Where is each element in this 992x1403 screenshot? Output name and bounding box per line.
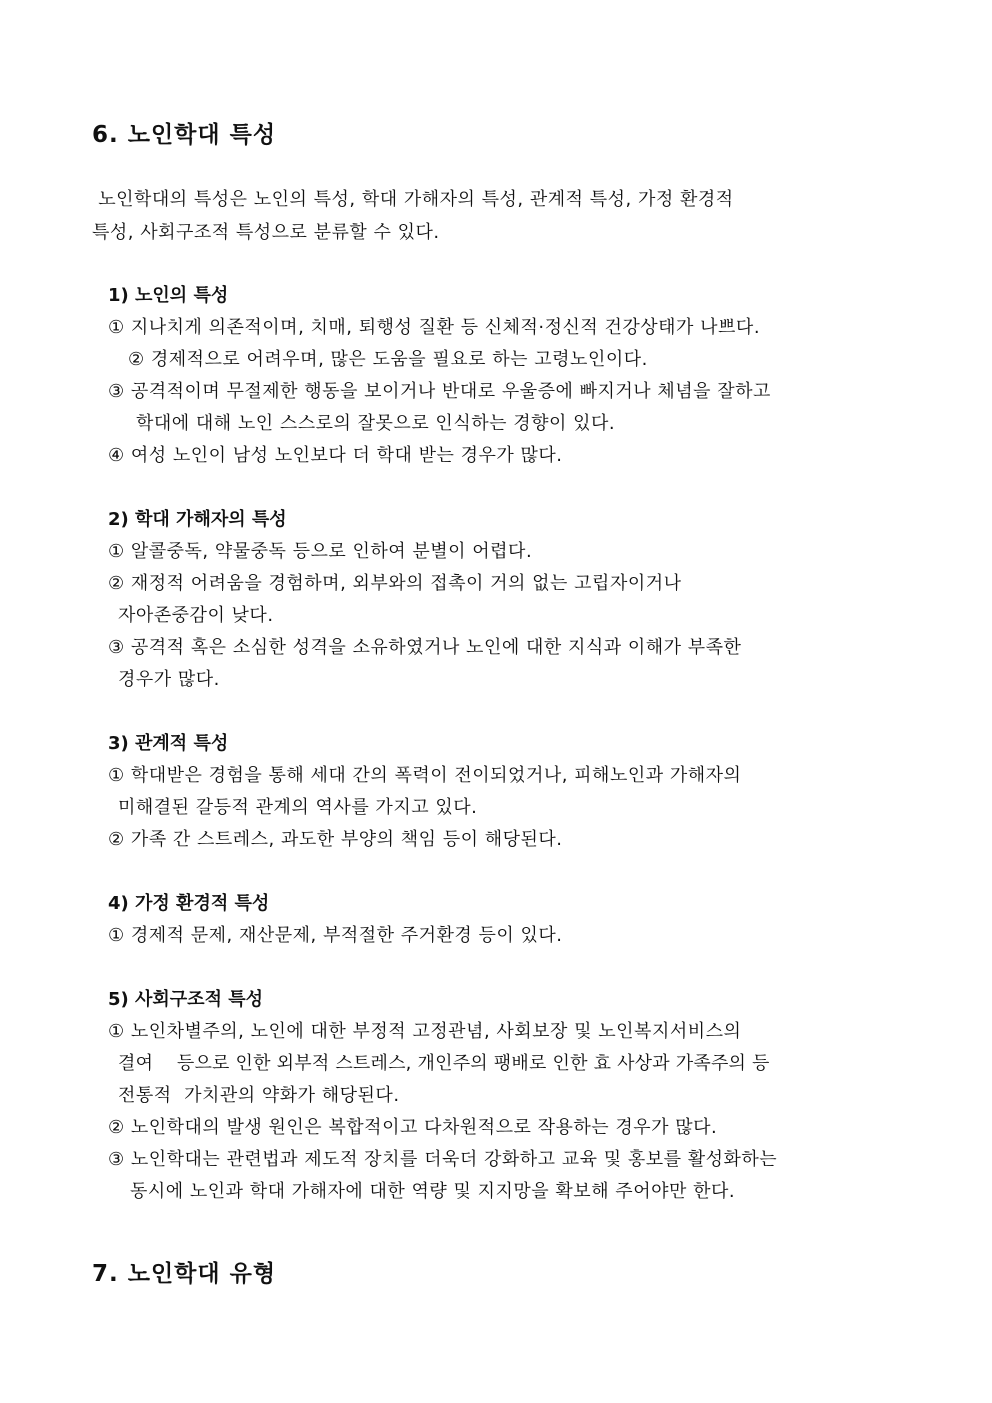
- list-item-continuation: 경우가 많다.: [118, 669, 220, 690]
- list-item: ③ 노인학대는 관련법과 제도적 장치를 더욱더 강화하고 교육 및 홍보를 활성화하는: [108, 1149, 778, 1170]
- list-item: ② 노인학대의 발생 원인은 복합적이고 다차원적으로 작용하는 경우가 많다.: [108, 1117, 718, 1138]
- subheading-relational-characteristics: 3) 관계적 특성: [108, 733, 229, 754]
- list-item-continuation: 전통적 가치관의 약화가 해당된다.: [118, 1085, 400, 1106]
- list-item: ② 경제적으로 어려우며, 많은 도움을 필요로 하는 고령노인이다.: [128, 349, 648, 370]
- list-item-continuation: 학대에 대해 노인 스스로의 잘못으로 인식하는 경향이 있다.: [136, 413, 616, 434]
- subheading-family-environment: 4) 가정 환경적 특성: [108, 893, 270, 914]
- list-item: ① 알콜중독, 약물중독 등으로 인하여 분별이 어렵다.: [108, 541, 533, 562]
- list-item: ① 학대받은 경험을 통해 세대 간의 폭력이 전이되었거나, 피해노인과 가해자의: [108, 765, 742, 786]
- intro-line-2: 특성, 사회구조적 특성으로 분류할 수 있다.: [92, 222, 440, 243]
- subheading-abuser-characteristics: 2) 학대 가해자의 특성: [108, 509, 287, 530]
- section-7-heading: 7. 노인학대 유형: [92, 1261, 277, 1287]
- subheading-social-structural: 5) 사회구조적 특성: [108, 989, 263, 1010]
- list-item: ③ 공격적이며 무절제한 행동을 보이거나 반대로 우울증에 빠지거나 체념을 잘하고: [108, 381, 771, 402]
- section-6-heading: 6. 노인학대 특성: [92, 122, 277, 148]
- list-item: ② 가족 간 스트레스, 과도한 부양의 책임 등이 해당된다.: [108, 829, 563, 850]
- subheading-elder-characteristics: 1) 노인의 특성: [108, 285, 229, 306]
- list-item: ① 노인차별주의, 노인에 대한 부정적 고정관념, 사회보장 및 노인복지서비스의: [108, 1021, 742, 1042]
- list-item: ① 경제적 문제, 재산문제, 부적절한 주거환경 등이 있다.: [108, 925, 563, 946]
- list-item-continuation: 동시에 노인과 학대 가해자에 대한 역량 및 지지망을 확보해 주어야만 한다.: [130, 1181, 736, 1202]
- list-item-continuation: 미해결된 갈등적 관계의 역사를 가지고 있다.: [118, 797, 478, 818]
- list-item: ④ 여성 노인이 남성 노인보다 더 학대 받는 경우가 많다.: [108, 445, 563, 466]
- intro-line-1: 노인학대의 특성은 노인의 특성, 학대 가해자의 특성, 관계적 특성, 가정 환경적: [92, 189, 734, 210]
- list-item-continuation: 결여 등으로 인한 외부적 스트레스, 개인주의 팽배로 인한 효 사상과 가족주의 등: [118, 1053, 770, 1074]
- list-item: ② 재정적 어려움을 경험하며, 외부와의 접촉이 거의 없는 고립자이거나: [108, 573, 682, 594]
- list-item-continuation: 자아존중감이 낮다.: [118, 605, 274, 626]
- list-item: ① 지나치게 의존적이며, 치매, 퇴행성 질환 등 신체적·정신적 건강상태가 나쁘다.: [108, 317, 761, 338]
- list-item: ③ 공격적 혹은 소심한 성격을 소유하였거나 노인에 대한 지식과 이해가 부족한: [108, 637, 742, 658]
